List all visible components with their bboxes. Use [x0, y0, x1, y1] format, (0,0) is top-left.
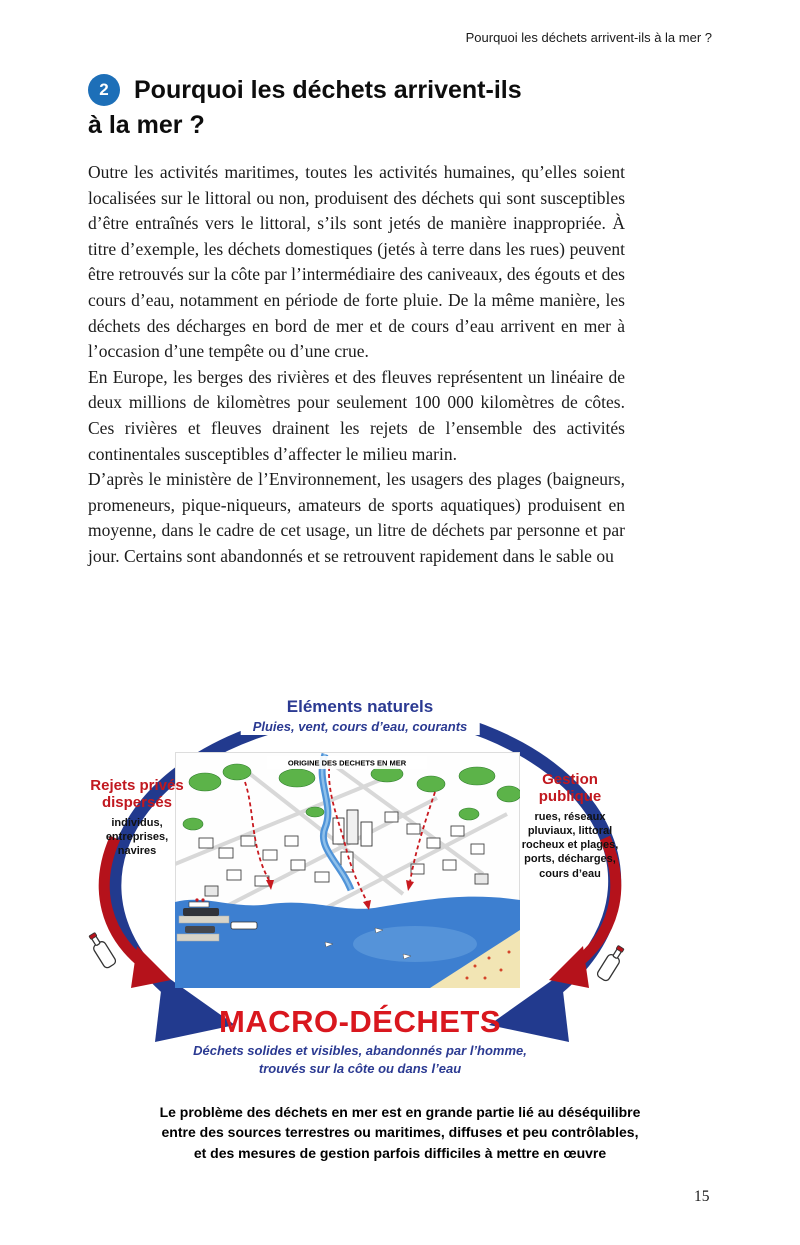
caption-line3: et des mesures de gestion parfois difficiles à mettre en œuvre	[193, 1144, 607, 1161]
bottle-icon	[86, 931, 117, 969]
running-header: Pourquoi les déchets arrivent-ils à la mer ?	[465, 30, 712, 45]
city-illustration	[175, 752, 520, 988]
diagram-title-block	[241, 696, 480, 735]
section-title-line1: Pourquoi les déchets arrivent-ils	[134, 76, 522, 104]
body-text	[88, 160, 625, 570]
section-heading	[88, 74, 648, 140]
caption-line1: Le problème des déchets en mer est en grande partie lié au déséquilibre	[159, 1104, 641, 1120]
page-number: 15	[694, 1188, 710, 1205]
right-source-label	[515, 772, 625, 881]
origin-label: ORIGINE DES DECHETS EN MER	[287, 758, 407, 768]
macro-subtitle-line2: trouvés sur la côte ou dans l’eau	[258, 1061, 462, 1077]
right-source-items: rues, réseaux pluviaux, littoral rocheux et plages, ports, décharges, cours d’eau	[521, 810, 619, 880]
section-title-line2: à la mer ?	[88, 110, 205, 139]
right-source-title: Gestion publique	[538, 771, 602, 805]
figure-caption	[0, 1102, 800, 1163]
diagram-subtitle: Pluies, vent, cours d’eau, courants	[252, 719, 468, 734]
paragraph: D’après le ministère de l’Environnement, les usagers des plages (baigneurs, promeneurs, pique-niqueurs, amateurs de sports aquatiques) produisent en moyenne, dans le cadre de cet usage, un litre de déchets par personne et par jour. Certains sont abandonnés et se retrouvent rapidement dans le sable ou	[88, 469, 625, 566]
left-source-label	[87, 778, 187, 858]
macro-dechets-subtitle	[65, 1042, 655, 1078]
paragraph: En Europe, les berges des rivières et des fleuves représentent un linéaire de deux millions de kilomètres pour seulement 100 000 kilomètres de côtes. Ces rivières et fleuves drainent les rejets de l’ensemble des activités continentales susceptibles d’affecter le milieu marin.	[88, 366, 625, 464]
paragraph: Outre les activités maritimes, toutes les activités humaines, qu’elles soient localisées sur le littoral ou non, produisent des déchets qui sont susceptibles d’être entraînés vers le littoral, s’ils sont jetés de manière inappropriée. À titre d’exemple, les déchets domestiques (jetés à terre dans les rues) peuvent être retrouvés sur la côte par l’intermédiaire des caniveaux, des égouts et des cours d’eau, notamment en période de forte pluie. De la même manière, les déchets des décharges en bord de mer et de cours d’eau arrivent en mer à l’occasion d’une tempête ou d’une crue.	[88, 162, 625, 362]
bay-water	[353, 926, 477, 962]
macro-dechets-diagram	[65, 690, 655, 1090]
diagram-title: Eléments naturels	[286, 697, 434, 716]
section-number-badge: 2	[88, 74, 120, 106]
macro-dechets-label: MACRO-DÉCHETS	[218, 1004, 502, 1039]
left-source-title: Rejets privés dispersés	[90, 777, 184, 811]
left-source-items: individus, entreprises, navires	[105, 816, 169, 858]
caption-line2: entre des sources terrestres ou maritimes, diffuses et peu contrôlables,	[161, 1124, 639, 1141]
macro-subtitle-line1: Déchets solides et visibles, abandonnés par l’homme,	[193, 1043, 527, 1058]
